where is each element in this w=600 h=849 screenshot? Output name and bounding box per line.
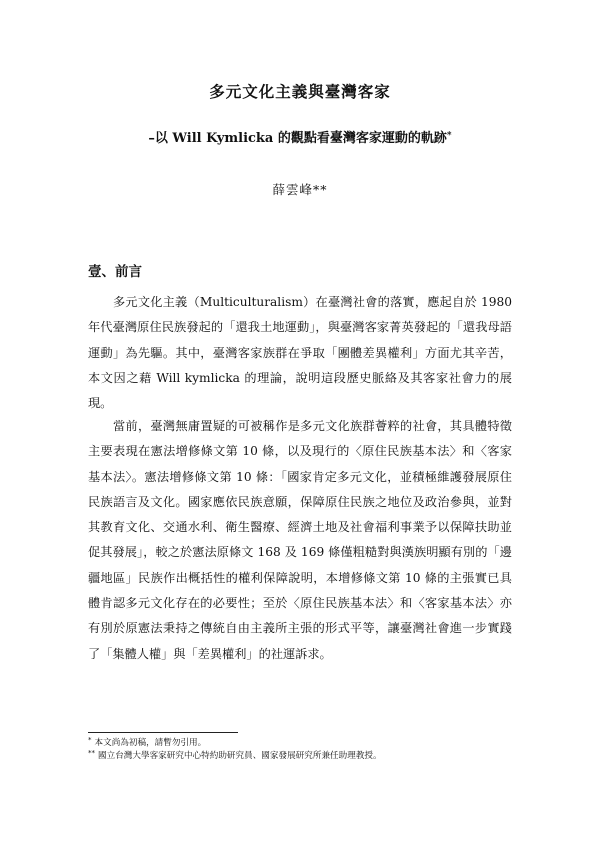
footnote-text: 本文尚為初稿，請暫勿引用。 (94, 738, 207, 748)
page-title: 多元文化主義與臺灣客家 (209, 82, 391, 101)
footnote-divider (88, 732, 238, 733)
author-name: 薛雲峰** (272, 182, 328, 197)
body-paragraph: 當前，臺灣無庸置疑的可被稱作是多元文化族群薈粹的社會，其具體特徵主要表現在憲法增修條文第 10 條，以及現行的〈原住民族基本法〉和〈客家基本法〉。憲法增修條文第 10 條：「國家肯定多元文化，並積極維護發展原住民族語言及文化。國家應依民族意願，保障原住民族之地位及政治參與，並對其教育文化、交通水利、衛生醫療、經濟土地及社會福利事業予以保障扶助並促其發展」，較之於憲法原條文 168 及 169 條僅粗糙對與漢族明顯有別的「邊疆地區」民族作出概括性的權利保障說明，本增修條文第 10 條的主張實已具體肯認多元文化存在的必要性；至於〈原住民族基本法〉和〈客家基本法〉亦有別於原憲法秉持之傳統自由主義所主張的形式平等，讓臺灣社會進一步實踐了「集體人權」與「差異權利」的社運訴求。 (88, 419, 512, 661)
footnote-text: 國立台灣大學客家研究中心特約助研究員、國家發展研究所兼任助理教授。 (98, 751, 382, 761)
footnote (88, 737, 512, 749)
footnote (88, 750, 512, 762)
subtitle-text: –以 Will Kymlicka 的觀點看臺灣客家運動的軌跡 (148, 131, 447, 146)
section-heading: 壹、前言 (88, 264, 142, 280)
subtitle-footnote-mark: * (446, 131, 452, 141)
footnote-mark: ** (88, 749, 95, 757)
page-subtitle (0, 127, 600, 146)
footnote-mark: * (88, 736, 92, 744)
body-paragraph: 多元文化主義（Multiculturalism）在臺灣社會的落實，應起自於 1980 年代臺灣原住民族發起的「還我土地運動」，與臺灣客家菁英發起的「還我母語運動」為先驅。其中，臺灣客家族群在爭取「團體差異權利」方面尤其辛苦，本文因之藉 Will kymlicka 的理論，說明這段歷史脈絡及其客家社會力的展現。 (88, 295, 512, 411)
